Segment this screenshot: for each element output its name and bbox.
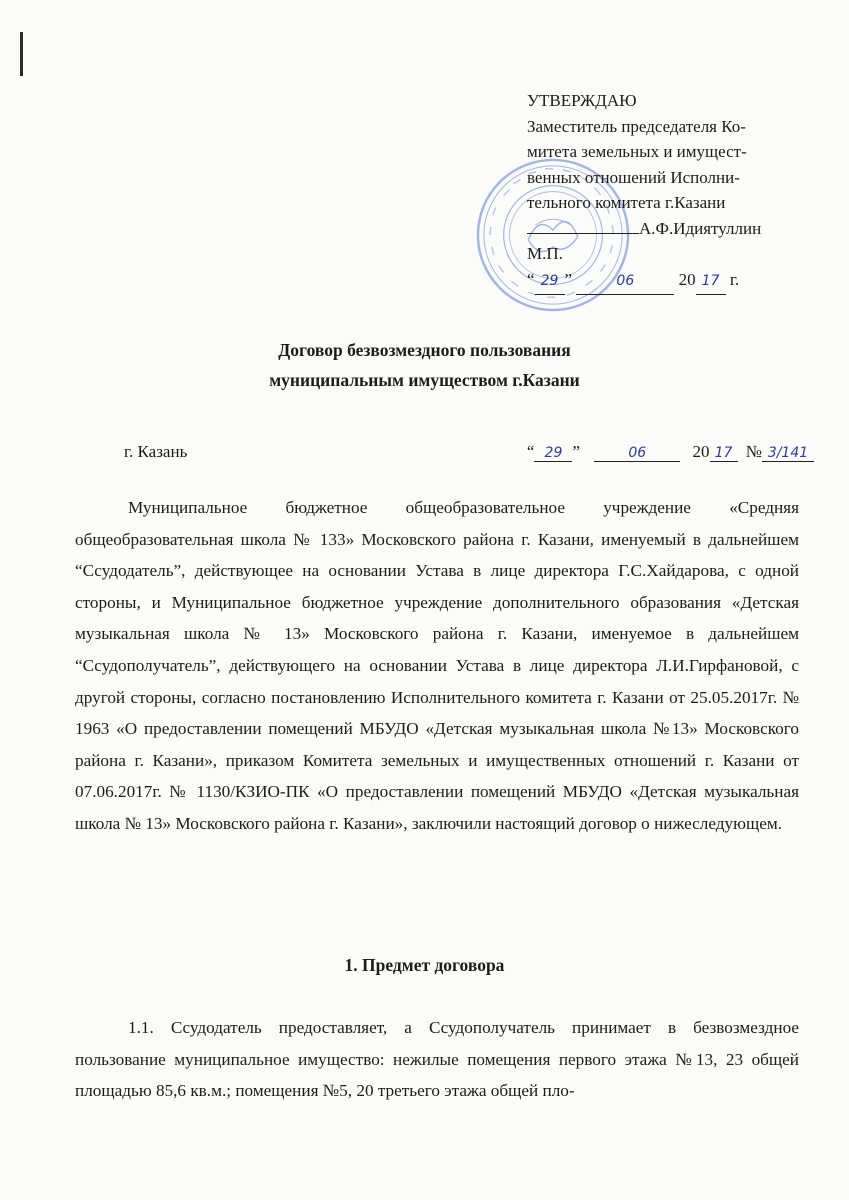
contract-number: 3/141	[762, 445, 814, 462]
contract-city: г. Казань	[124, 442, 188, 461]
approval-heading: УТВЕРЖДАЮ	[527, 91, 637, 110]
section-1-title: 1. Предмет договора	[344, 955, 505, 975]
contract-date-year: 17	[710, 445, 738, 462]
approval-line: Заместитель председателя Ко-	[527, 116, 746, 136]
scan-edge-mark	[20, 32, 23, 76]
seal-mark-label: М.П.	[527, 244, 563, 263]
approval-line: тельного комитета г.Казани	[527, 193, 726, 212]
document-title-line-2: муниципальным имуществом г.Казани	[269, 370, 580, 390]
approval-date-day: 29	[535, 269, 565, 296]
approval-block	[527, 88, 807, 295]
approval-date-month: 06	[576, 269, 674, 296]
signatory-name: А.Ф.Идиятуллин	[639, 218, 762, 238]
contract-date-day: 29	[534, 445, 572, 462]
contract-date-month: 06	[594, 445, 680, 462]
signature-line	[527, 217, 639, 234]
contract-date-number: “ 29 ” 06 20 17 № 3/141	[527, 442, 814, 462]
approval-date: “ 29 ” 06 20 17 г.	[527, 267, 807, 296]
signature-row	[527, 216, 807, 242]
preamble-paragraph: Муниципальное бюджетное общеобразовательное учреждение «Средняя общеобразовательная школа № 133» Московского района г. Казани, именуемый в дальнейшем “Ссудодатель”, действующее на основании Устава в лице директора Г.С.Хайдарова, с одной стороны, и Муниципальное бюджетное учреждение дополнительного образования «Детская музыкальная школа № 13» Московского района г. Казани, именуемое в дальнейшем “Ссудополучатель”, действующего на основании Устава в лице директора Л.И.Гирфановой, с другой стороны, согласно постановлению Исполнительного комитета г. Казани от 25.05.2017г. № 1963 «О предоставлении помещений МБУДО «Детская музыкальная школа №13» Московского района г. Казани», приказом Комитета земельных и имущественных отношений г. Казани от 07.06.2017г. № 1130/КЗИО-ПК «О предоставлении помещений МБУДО «Детская музыкальная школа № 13» Московского района г. Казани», заключили настоящий договор о нижеследующем.	[75, 498, 799, 833]
approval-date-year: 17	[696, 269, 726, 296]
approval-line: венных отношений Исполни-	[527, 167, 740, 187]
clause-1-1-paragraph: 1.1. Ссудодатель предоставляет, а Ссудополучатель принимает в безвозмездное пользование муниципальное имущество: нежилые помещения первого этажа №13, 23 общей площадью 85,6 кв.м.; помещения №5, 20 третьего этажа общей пло-	[75, 1018, 799, 1101]
approval-line: митета земельных и имущест-	[527, 142, 747, 161]
document-title-line-1: Договор безвозмездного пользования	[278, 340, 571, 360]
